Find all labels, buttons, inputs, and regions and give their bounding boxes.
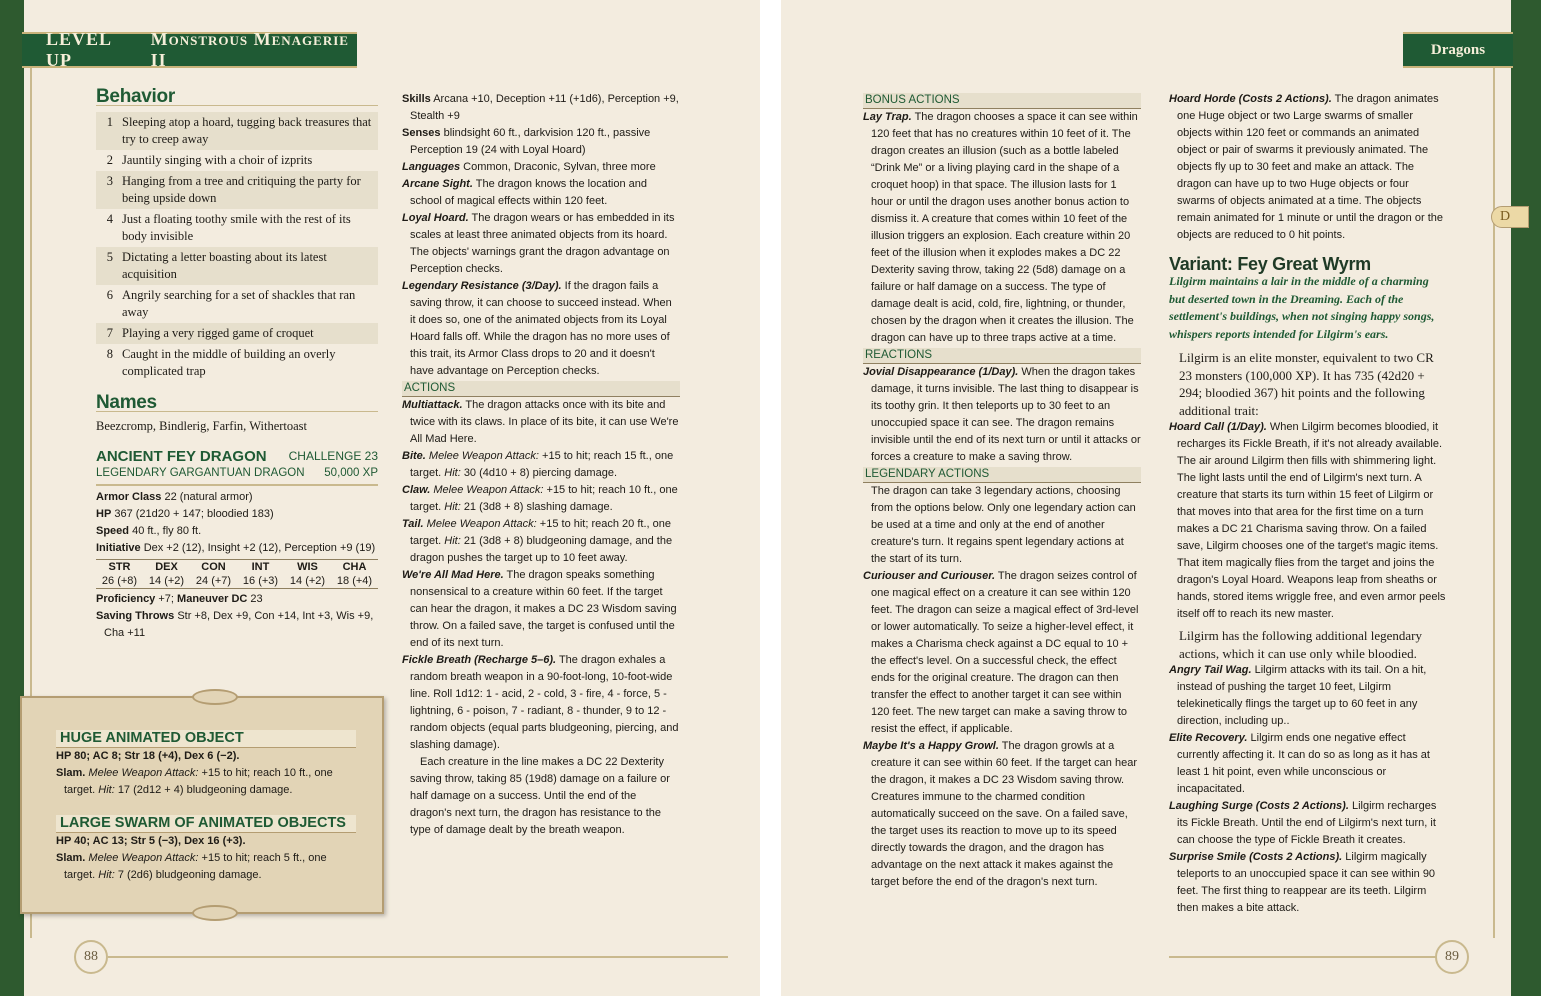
stat-block-subtitle bbox=[96, 465, 378, 486]
loyal-hoard: Loyal Hoard. The dragon wears or has embedded in its scales at least three animated objects from its hoard. The objects' warnings grant the dragon advantage on Perception checks. bbox=[402, 212, 675, 275]
ability-int: INT 16 (+3) bbox=[242, 560, 279, 587]
behavior-roll: 3 bbox=[106, 174, 113, 188]
lay-trap: Lay Trap. The dragon chooses a space it can see within 120 feet that has no creatures within 10 feet of it. The dragon creates an illusion (such as a bottle labeled “Drink Me” or a living playing card in the shape of a croquet hoop) in that space. The illusion lasts for 1 hour or until the dragon uses another bonus action to dismiss it. A creature that comes within 10 feet of the illusion triggers an explosion. Each creature within 20 feet of the illusion when it explodes makes a DC 22 Dexterity saving throw, taking 22 (5d8) damage on a failure or half damage on a success. The type of damage dealt is acid, cold, fire, lightning, or thunder, chosen by the dragon when it creates the illusion. The dragon can have up to three traps active at a time. bbox=[863, 111, 1138, 344]
column-3 bbox=[863, 92, 1141, 891]
variant-heading: Variant: Fey Great Wyrm bbox=[1169, 254, 1371, 274]
behavior-text: Sleeping atop a hoard, tugging back treasures that try to creep away bbox=[122, 115, 372, 146]
challenge: CHALLENGE 23 bbox=[288, 448, 378, 463]
behavior-roll: 6 bbox=[106, 288, 113, 302]
swarm-stats: HP 40; AC 13; Str 5 (−3), Dex 16 (+3). bbox=[56, 835, 246, 847]
were-all-mad-here: We're All Mad Here. The dragon speaks something nonsensical to a creature within 60 feet. If the target can hear the dragon, it makes a DC 23 Wisdom saving throw. On a failed save, the target is confused until the end of its next turn. bbox=[402, 569, 677, 649]
behavior-row bbox=[96, 247, 378, 285]
behavior-text: Caught in the middle of building an overly complicated trap bbox=[122, 347, 336, 378]
arcane-sight: Arcane Sight. The dragon knows the location and school of magical effects within 120 feet. bbox=[402, 178, 647, 207]
page-number-left: 88 bbox=[74, 940, 108, 974]
breath-weapon-save: Each creature in the line makes a DC 22 Dexterity saving throw, taking 85 (19d8) damage on a failure or half damage on a success. Until the end of the dragon's next turn, the dragon has resistance to the type of damage dealt by the breath weapon. bbox=[410, 756, 670, 836]
variant-intro: Lilgirm is an elite monster, equivalent to two CR 23 monsters (100,000 XP). It has 735 (42d20 + 294; bloodied 367) hit points and the following additional trait: bbox=[1179, 350, 1434, 418]
senses: Senses blindsight 60 ft., darkvision 120 ft., passive Perception 19 (24 with Loyal Hoard) bbox=[402, 127, 651, 156]
header-banner-left bbox=[22, 29, 357, 70]
languages: Languages Common, Draconic, Sylvan, three more bbox=[402, 161, 656, 173]
huge-animated-object-title: HUGE ANIMATED OBJECT bbox=[56, 730, 356, 748]
monster-xp: 50,000 XP bbox=[324, 466, 378, 479]
behavior-row bbox=[96, 323, 378, 344]
book-title: Monstrous Menagerie II bbox=[150, 29, 349, 70]
behavior-table bbox=[96, 112, 378, 382]
page-number-right: 89 bbox=[1435, 940, 1469, 974]
behavior-text: Dictating a letter boasting about its latest acquisition bbox=[122, 250, 327, 281]
ability-wis: WIS 14 (+2) bbox=[289, 560, 326, 587]
stat-block-title bbox=[96, 448, 378, 465]
sidebar-content bbox=[56, 730, 356, 884]
bite: Bite. Melee Weapon Attack: +15 to hit; reach 15 ft., one target. Hit: 30 (4d10 + 8) piercing damage. bbox=[402, 450, 674, 479]
laughing-surge: Laughing Surge (Costs 2 Actions). Lilgirm recharges its Fickle Breath. Until the end of Lilgirm's next turn, it can choose the type of Fickle Breath it creates. bbox=[1169, 800, 1437, 846]
behavior-roll: 2 bbox=[106, 153, 113, 167]
right-page bbox=[781, 0, 1541, 996]
surprise-smile: Surprise Smile (Costs 2 Actions). Lilgirm magically teleports to an unoccupied space it can see within 90 feet. The first thing to reappear are its teeth. Lilgirm then makes a bite attack. bbox=[1169, 851, 1436, 914]
multiattack: Multiattack. The dragon attacks once with its bite and twice with its claws. In place of its bite, it can use We're All Mad Here. bbox=[402, 399, 679, 445]
names-text: Beezcromp, Bindlerig, Farfin, Withertoast bbox=[96, 419, 308, 433]
fickle-breath: Fickle Breath (Recharge 5–6). The dragon exhales a random breath weapon in a 90-foot-long, 10-foot-wide line. Roll 1d12: 1 - acid, 2 - cold, 3 - fire, 4 - force, 5 - lightning, 6 - poison, 7 - radiant, 8 - thunder, 9 to 12 - random objects (equal parts bludgeoning, piercing, and slashing damage). bbox=[402, 654, 679, 751]
saving-throws: Saving Throws Str +8, Dex +9, Con +14, Int +3, Wis +9, Cha +11 bbox=[96, 609, 374, 639]
claw: Claw. Melee Weapon Attack: +15 to hit; reach 10 ft., one target. Hit: 21 (3d8 + 8) slashing damage. bbox=[402, 484, 678, 513]
behavior-text: Angrily searching for a set of shackles that ran away bbox=[122, 288, 356, 319]
behavior-roll: 1 bbox=[106, 115, 113, 129]
behavior-row bbox=[96, 150, 378, 171]
behavior-text: Jauntily singing with a choir of izprits bbox=[122, 153, 313, 167]
right-frame-line bbox=[1493, 68, 1495, 938]
legendary-actions-header: LEGENDARY ACTIONS bbox=[863, 467, 1141, 483]
armor-class: Armor Class 22 (natural armor) bbox=[96, 490, 253, 503]
behavior-row bbox=[96, 344, 378, 382]
angry-tail-wag: Angry Tail Wag. Lilgirm attacks with its tail. On a hit, instead of pushing the target 10 feet, Lilgirm telekinetically flings the target up to 60 feet in any direction, including up.. bbox=[1169, 664, 1427, 727]
footer-rule-right bbox=[1169, 956, 1437, 958]
curiouser-and-curiouser: Curiouser and Curiouser. The dragon seizes control of one magical effect on a creature it can see within 120 feet. The dragon can seize a magical effect of 3rd-level or lower automatically. To seize a higher-level effect, it makes a Charisma check against a DC equal to 10 + the effect's level. On a successful check, the effect ends for the original creature. The dragon can then transfer the effect to another target it can see within 120 feet. The new target can make a saving throw to resist the effect, if applicable. bbox=[863, 570, 1139, 735]
monster-type: LEGENDARY GARGANTUAN DRAGON bbox=[96, 466, 305, 479]
behavior-row bbox=[96, 112, 378, 150]
footer-rule-left bbox=[108, 956, 728, 958]
actions-header: ACTIONS bbox=[402, 381, 680, 397]
behavior-text: Playing a very rigged game of croquet bbox=[122, 326, 314, 340]
swarm-slam: Slam. Melee Weapon Attack: +15 to hit; reach 5 ft., one target. Hit: 7 (2d6) bludgeoning damage. bbox=[56, 852, 327, 881]
chapter-tab[interactable]: D bbox=[1491, 206, 1529, 228]
ability-con: CON 24 (+7) bbox=[195, 560, 232, 587]
hit-points: HP 367 (21d20 + 147; bloodied 183) bbox=[96, 507, 274, 520]
hoard-call: Hoard Call (1/Day). When Lilgirm becomes bloodied, it recharges its Fickle Breath, if it's not already available. The air around Lilgirm then fills with shimmering light. The light lasts until the end of Lilgirm's next turn. A creature that starts its turn within 15 feet of Lilgirm or that moves into that area for the first time on a turn makes a DC 21 Charisma saving throw. On a failed save, Lilgirm chooses one of the target's magic items. That item magically flies from the target and joins the dragon's Loyal Hoard. Weapons leap from sheaths or hands, stored items wriggle free, and even armor peels itself off to reach its new master. bbox=[1169, 421, 1446, 620]
variant-flavor: Lilgirm maintains a lair in the middle of a charming but deserted town in the Dreaming. Each of the settlement's buildings, when not singing happy songs, whispers reports intended for Lilgirm's ears. bbox=[1169, 274, 1435, 341]
elite-recovery: Elite Recovery. Lilgirm ends one negative effect currently affecting it. It can do so as long as it has at least 1 hit point, even while unconscious or incapacitated. bbox=[1169, 732, 1430, 795]
book-series: LEVEL UP bbox=[46, 29, 112, 70]
behavior-text: Just a floating toothy smile with the rest of its body invisible bbox=[122, 212, 351, 243]
behavior-roll: 8 bbox=[106, 347, 113, 361]
skills: Skills Arcana +10, Deception +11 (+1d6), Perception +9, Stealth +9 bbox=[402, 93, 679, 122]
hoard-horde: Hoard Horde (Costs 2 Actions). The dragon animates one Huge object or two Large swarms of smaller objects within 120 feet or commands an animated object or pair of swarms it previously animated. The objects fly up to 30 feet and make an attack. The dragon can have up to two Huge objects or four swarms of objects animated at a time. The objects remain animated for 1 minute or until the dragon or the objects are reduced to 0 hit points. bbox=[1169, 93, 1443, 241]
reactions-header: REACTIONS bbox=[863, 348, 1141, 364]
behavior-row bbox=[96, 209, 378, 247]
names-heading: Names bbox=[96, 394, 378, 412]
huge-object-stats: HP 80; AC 8; Str 18 (+4), Dex 6 (−2). bbox=[56, 750, 240, 762]
right-page-border bbox=[1511, 0, 1541, 996]
header-banner-right bbox=[1403, 32, 1513, 68]
left-page bbox=[0, 0, 760, 996]
behavior-roll: 5 bbox=[106, 250, 113, 264]
huge-object-slam: Slam. Melee Weapon Attack: +15 to hit; reach 10 ft., one target. Hit: 17 (2d12 + 4) bludgeoning damage. bbox=[56, 767, 333, 796]
legendary-resistance: Legendary Resistance (3/Day). If the dragon fails a saving throw, it can choose to succeed instead. When it does so, one of the animated objects from its Loyal Hoard falls off. While the dragon has no more uses of this trait, its Armor Class drops to 20 and it doesn't have advantage on Perception checks. bbox=[402, 280, 672, 377]
behavior-row bbox=[96, 285, 378, 323]
ability-dex: DEX 14 (+2) bbox=[148, 560, 185, 587]
additional-legendary: Lilgirm has the following additional legendary actions, which it can use only while bloodied. bbox=[1179, 628, 1422, 661]
behavior-roll: 4 bbox=[106, 212, 113, 226]
proficiency: Proficiency +7; Maneuver DC 23 bbox=[96, 592, 263, 605]
animated-objects-sidebar bbox=[20, 696, 384, 914]
bonus-actions-header: BONUS ACTIONS bbox=[863, 93, 1141, 109]
page-gutter bbox=[760, 0, 781, 996]
speed: Speed 40 ft., fly 80 ft. bbox=[96, 524, 202, 537]
column-4 bbox=[1169, 91, 1447, 917]
behavior-heading: Behavior bbox=[96, 88, 378, 106]
ornament-top bbox=[192, 689, 238, 705]
stat-block bbox=[96, 448, 378, 642]
tail: Tail. Melee Weapon Attack: +15 to hit; reach 20 ft., one target. Hit: 21 (3d8 + 8) bludgeoning damage, and the dragon pushes the target up to 10 feet away. bbox=[402, 518, 673, 564]
legendary-intro: The dragon can take 3 legendary actions, choosing from the options below. Only one legendary action can be used at a time and only at the end of another creature's turn. It regains spent legendary actions at the start of its turn. bbox=[871, 485, 1136, 565]
chapter-title: Dragons bbox=[1430, 41, 1486, 58]
happy-growl: Maybe It's a Happy Growl. The dragon growls at a creature it can see within 60 feet. If the target can hear the dragon, it makes a DC 23 Wisdom saving throw. Creatures immune to the charmed condition automatically succeed on the save. On a failed save, the target uses its reaction to move up to its speed directly towards the dragon, and the dragon has advantage on the next attack it makes against the target before the end of the dragon's next turn. bbox=[863, 740, 1137, 888]
jovial-disappearance: Jovial Disappearance (1/Day). When the dragon takes damage, it turns invisible. The last thing to disappear is its toothy grin. It then teleports up to 30 feet to an unoccupied space it can see. The dragon remains invisible until the end of its next turn or until it attacks or forces a creature to make a saving throw. bbox=[863, 366, 1141, 463]
behavior-row bbox=[96, 171, 378, 209]
ornament-bottom bbox=[192, 905, 238, 921]
large-swarm-title: LARGE SWARM OF ANIMATED OBJECTS bbox=[56, 815, 356, 833]
behavior-roll: 7 bbox=[106, 326, 113, 340]
behavior-text: Hanging from a tree and critiquing the party for being upside down bbox=[122, 174, 361, 205]
ability-str: STR 26 (+8) bbox=[101, 560, 138, 587]
column-2 bbox=[402, 91, 680, 839]
monster-name: ANCIENT FEY DRAGON bbox=[96, 447, 267, 465]
ability-scores bbox=[96, 559, 378, 589]
column-1 bbox=[96, 88, 378, 642]
initiative: Initiative Dex +2 (12), Insight +2 (12), Perception +9 (19) bbox=[96, 541, 376, 554]
ability-cha: CHA 18 (+4) bbox=[336, 560, 373, 587]
